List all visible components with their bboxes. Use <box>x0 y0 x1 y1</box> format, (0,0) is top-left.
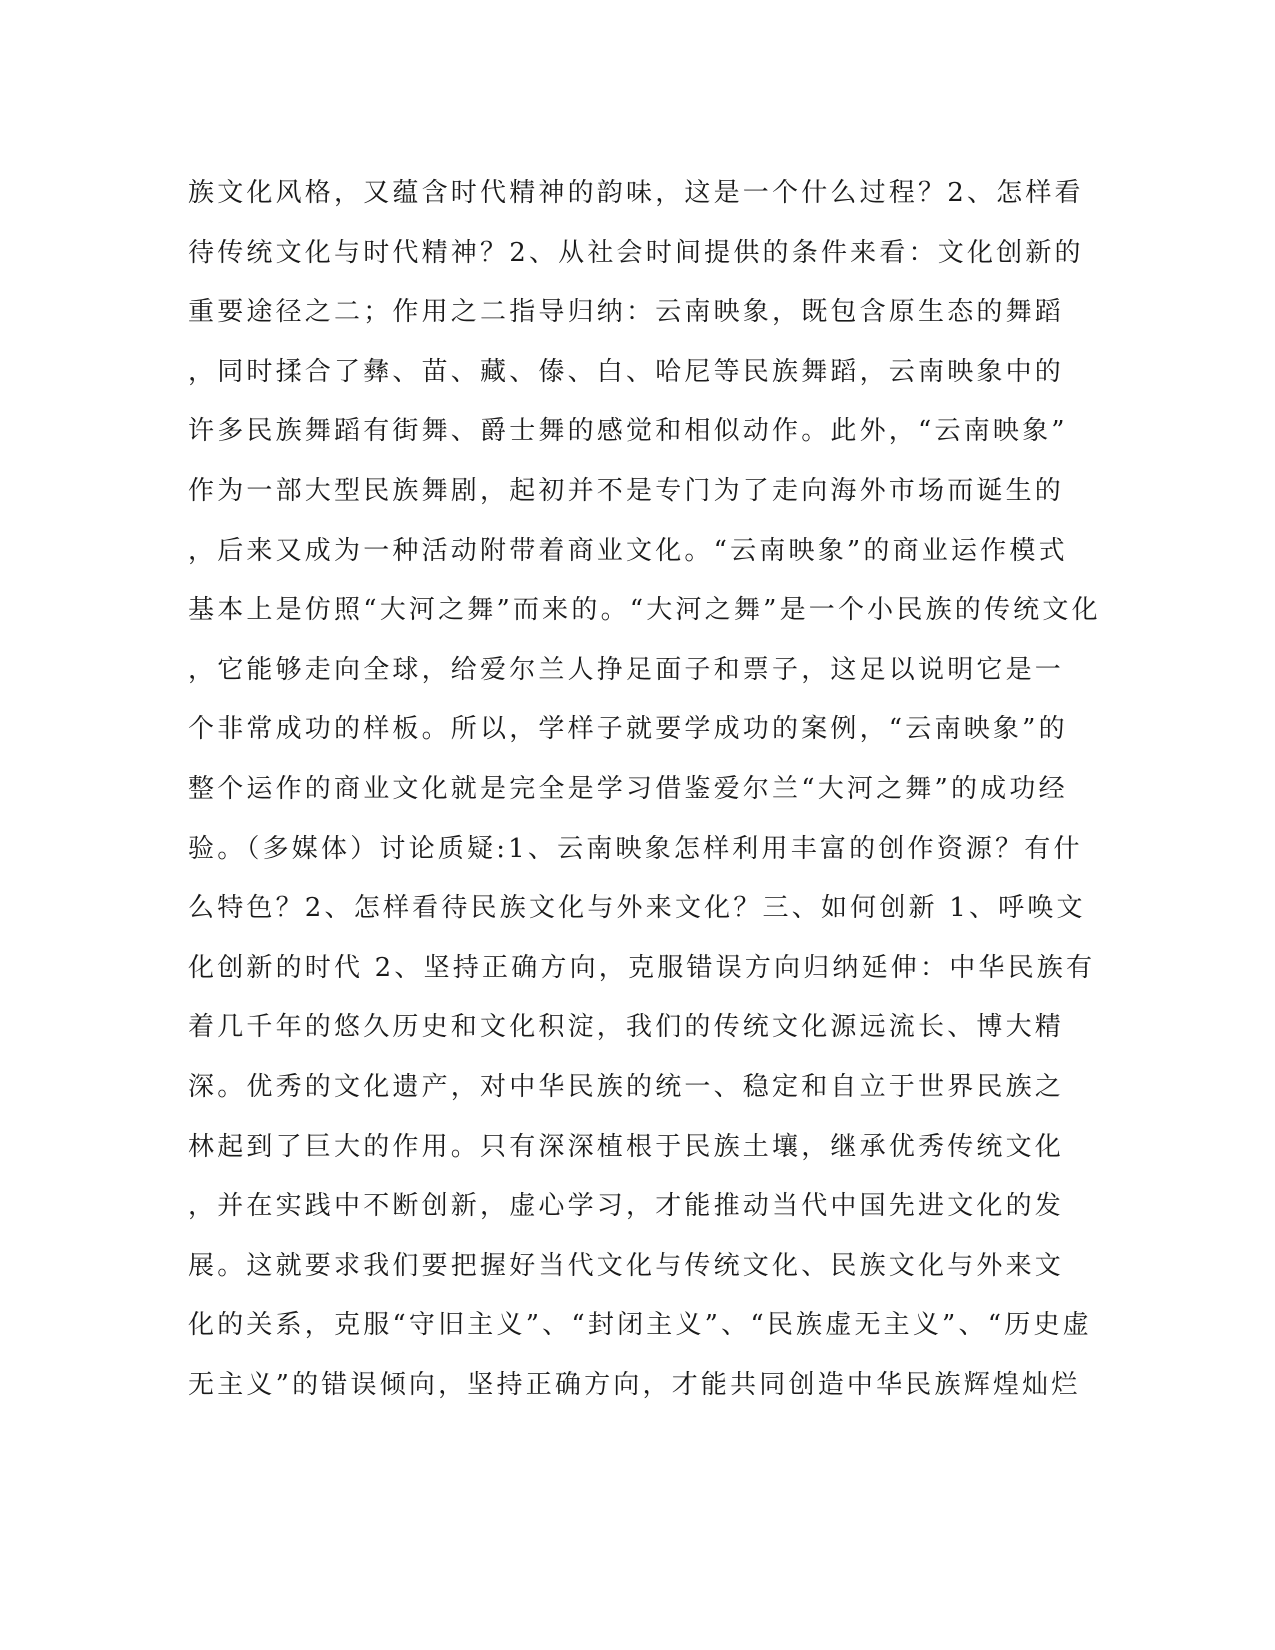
text-line: ，它能够走向全球，给爱尔兰人挣足面子和票子，这足以说明它是一 <box>188 654 1065 685</box>
text-line: 林起到了巨大的作用。只有深深植根于民族土壤，继承优秀传统文化 <box>188 1131 1065 1162</box>
text-line: 么特色？2、怎样看待民族文化与外来文化？三、如何创新 1、呼唤文 <box>188 893 1086 924</box>
text-line: ，并在实践中不断创新，虚心学习，才能推动当代中国先进文化的发 <box>188 1191 1065 1222</box>
text-line: 验。（多媒体）讨论质疑:1、云南映象怎样利用丰富的创作资源？有什 <box>188 833 1083 864</box>
text-line: ，后来又成为一种活动附带着商业文化。“云南映象”的商业运作模式 <box>188 535 1068 566</box>
text-line: 化创新的时代 2、坚持正确方向，克服错误方向归纳延伸：中华民族有 <box>188 952 1096 983</box>
text-line: 个非常成功的样板。所以，学样子就要学成功的案例，“云南映象”的 <box>188 714 1068 745</box>
text-line: 基本上是仿照“大河之舞”而来的。“大河之舞”是一个小民族的传统文化 <box>188 595 1101 626</box>
text-line: 许多民族舞蹈有街舞、爵士舞的感觉和相似动作。此外，“云南映象” <box>188 416 1068 447</box>
text-line: 重要途径之二；作用之二指导归纳：云南映象，既包含原生态的舞蹈 <box>188 297 1065 328</box>
text-line: ，同时揉合了彝、苗、藏、傣、白、哈尼等民族舞蹈，云南映象中的 <box>188 356 1065 387</box>
text-line: 族文化风格，又蕴含时代精神的韵味，这是一个什么过程？2、怎样看 <box>188 178 1084 208</box>
text-line: 无主义”的错误倾向，坚持正确方向，才能共同创造中华民族辉煌灿烂 <box>188 1369 1081 1400</box>
text-line: 化的关系，克服“守旧主义”、“封闭主义”、“民族虚无主义”、“历史虚 <box>188 1310 1092 1341</box>
text-line: 展。这就要求我们要把握好当代文化与传统文化、民族文化与外来文 <box>188 1250 1065 1281</box>
body-text <box>188 164 1101 1415</box>
text-line: 整个运作的商业文化就是完全是学习借鉴爱尔兰“大河之舞”的成功经 <box>188 773 1068 804</box>
text-line: 作为一部大型民族舞剧，起初并不是专门为了走向海外市场而诞生的 <box>188 475 1065 506</box>
text-line: 着几千年的悠久历史和文化积淀，我们的传统文化源远流长、博大精 <box>188 1012 1065 1043</box>
text-line: 待传统文化与时代精神？2、从社会时间提供的条件来看：文化创新的 <box>188 237 1084 268</box>
text-line: 深。优秀的文化遗产，对中华民族的统一、稳定和自立于世界民族之 <box>188 1071 1065 1102</box>
